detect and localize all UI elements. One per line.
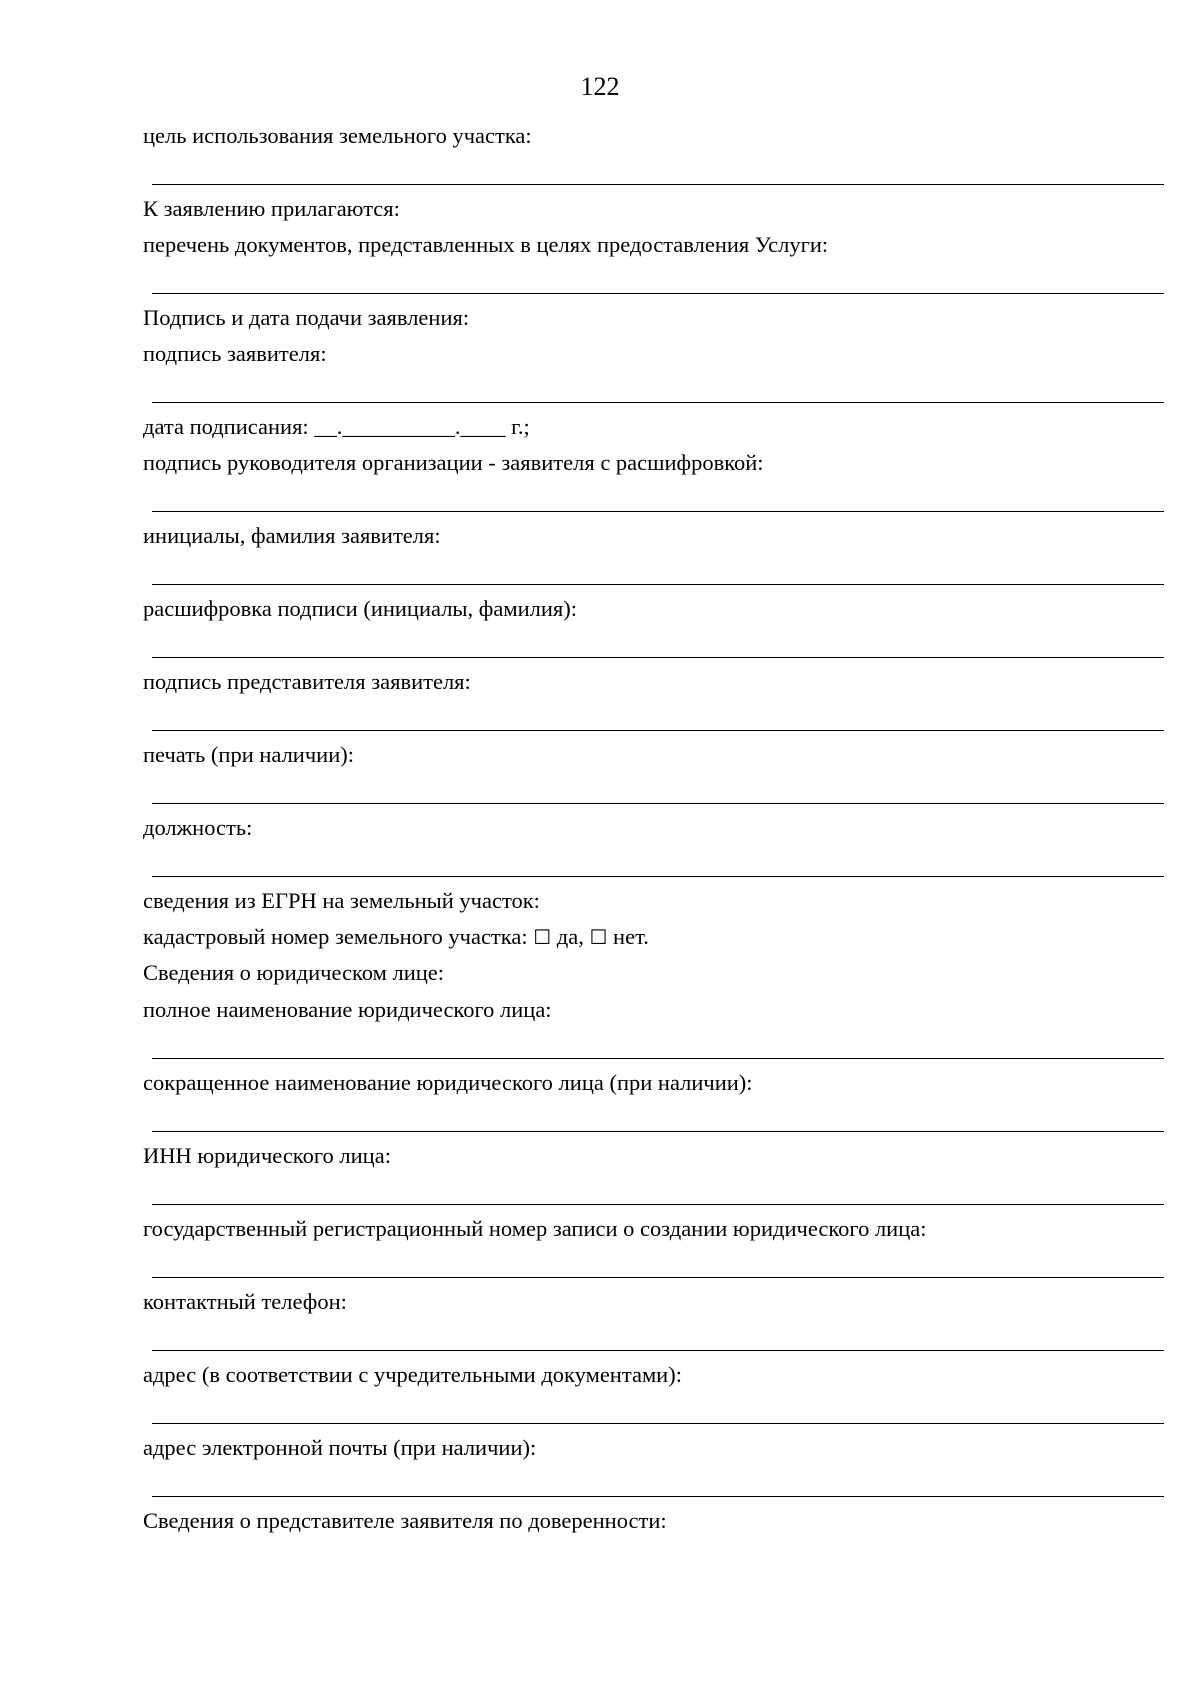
checkbox-yes-label: да,: [556, 924, 584, 949]
fill-in-line-ogrn[interactable]: [152, 1277, 1164, 1278]
fill-in-line-position[interactable]: [152, 876, 1164, 877]
field-label-address: адрес (в соответствии с учредительными документами):: [143, 1362, 682, 1387]
fill-in-line-signature-transcript[interactable]: [152, 657, 1164, 658]
field-label-director-signature: подпись руководителя организации - заявителя с расшифровкой:: [143, 450, 764, 475]
egrn-info-heading: сведения из ЕГРН на земельный участок:: [143, 888, 540, 913]
cadastral-number-row: [143, 923, 649, 951]
fill-in-line-stamp[interactable]: [152, 803, 1164, 804]
field-label-applicant-initials: инициалы, фамилия заявителя:: [143, 523, 441, 548]
field-label-documents-list: перечень документов, представленных в целях предоставления Услуги:: [143, 232, 829, 257]
checkbox-yes[interactable]: ☐: [533, 925, 552, 949]
field-label-position: должность:: [143, 815, 253, 840]
field-label-stamp: печать (при наличии):: [143, 742, 354, 767]
page-number: 122: [580, 72, 620, 101]
field-label-ogrn: государственный регистрационный номер записи о создании юридического лица:: [143, 1216, 927, 1241]
fill-in-line-director-signature[interactable]: [152, 511, 1164, 512]
field-label-phone: контактный телефон:: [143, 1289, 347, 1314]
fill-in-line-address[interactable]: [152, 1423, 1164, 1424]
field-label-full-name: полное наименование юридического лица:: [143, 997, 552, 1022]
fill-in-line-applicant-signature[interactable]: [152, 402, 1164, 403]
attachments-heading: К заявлению прилагаются:: [143, 196, 400, 221]
fill-in-line-short-name[interactable]: [152, 1131, 1164, 1132]
fill-in-line-land-use-purpose[interactable]: [152, 184, 1164, 185]
fill-in-line-full-name[interactable]: [152, 1058, 1164, 1059]
checkbox-no-label: нет.: [613, 924, 649, 949]
fill-in-line-applicant-initials[interactable]: [152, 584, 1164, 585]
signature-date-heading: Подпись и дата подачи заявления:: [143, 305, 470, 330]
field-label-signing-date: дата подписания: __.__________.____ г.;: [143, 414, 530, 439]
checkbox-no[interactable]: ☐: [589, 925, 608, 949]
fill-in-line-documents-list[interactable]: [152, 293, 1164, 294]
fill-in-line-representative-signature[interactable]: [152, 730, 1164, 731]
field-label-inn: ИНН юридического лица:: [143, 1143, 391, 1168]
fill-in-line-phone[interactable]: [152, 1350, 1164, 1351]
legal-entity-heading: Сведения о юридическом лице:: [143, 960, 445, 985]
field-label-applicant-signature: подпись заявителя:: [143, 341, 327, 366]
field-label-email: адрес электронной почты (при наличии):: [143, 1435, 537, 1460]
fill-in-line-inn[interactable]: [152, 1204, 1164, 1205]
field-label-land-use-purpose: цель использования земельного участка:: [143, 123, 532, 148]
field-label-signature-transcript: расшифровка подписи (инициалы, фамилия):: [143, 596, 578, 621]
representative-heading: Сведения о представителе заявителя по доверенности:: [143, 1508, 667, 1533]
field-label-short-name: сокращенное наименование юридического лица (при наличии):: [143, 1070, 753, 1095]
field-label-representative-signature: подпись представителя заявителя:: [143, 669, 471, 694]
field-label-cadastral-number: кадастровый номер земельного участка:: [143, 924, 528, 949]
fill-in-line-email[interactable]: [152, 1496, 1164, 1497]
